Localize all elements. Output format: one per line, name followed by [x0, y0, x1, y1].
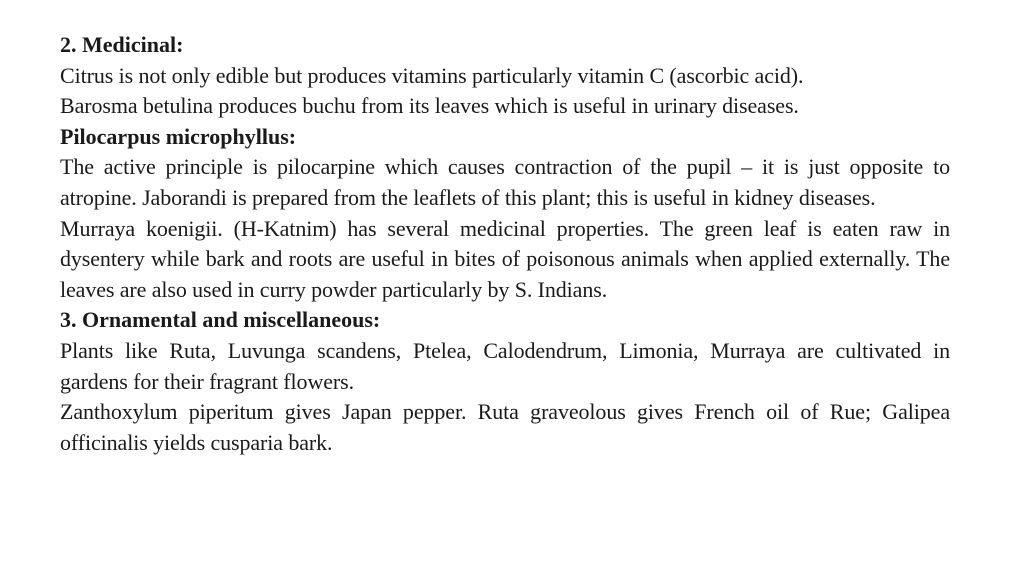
paragraph-citrus: Citrus is not only edible but produces vitamins particularly vitamin C (ascorbic acid).	[60, 62, 804, 88]
section-heading-medicinal: 2. Medicinal:	[60, 32, 184, 57]
slide-content	[60, 30, 950, 458]
paragraph-ornamental-plants: Plants like Ruta, Luvunga scandens, Ptelea, Calodendrum, Limonia, Murraya are cultivated in gardens for their fragrant flowers.	[60, 337, 950, 394]
paragraph-murraya: Murraya koenigii. (H-Katnim) has several medicinal properties. The green leaf is eaten raw in dysentery while bark and roots are useful in bites of poisonous animals when applied externally. The leaves are also used in curry powder particularly by S. Indians.	[60, 215, 950, 302]
section-heading-ornamental: 3. Ornamental and miscellaneous:	[60, 307, 381, 333]
paragraph-zanthoxylum: Zanthoxylum piperitum gives Japan pepper. Ruta graveolous gives French oil of Rue; Galipea officinalis yields cusparia bark.	[60, 399, 950, 455]
paragraph-barosma: Barosma betulina produces buchu from its leaves which is useful in urinary diseases.	[60, 93, 799, 119]
paragraph-pilocarpine: The active principle is pilocarpine which causes contraction of the pupil – it is just opposite to atropine. Jaborandi is prepared from the leaflets of this plant; this is useful in kidney diseases.	[60, 154, 950, 210]
section-heading-pilocarpus: Pilocarpus microphyllus:	[60, 123, 297, 149]
